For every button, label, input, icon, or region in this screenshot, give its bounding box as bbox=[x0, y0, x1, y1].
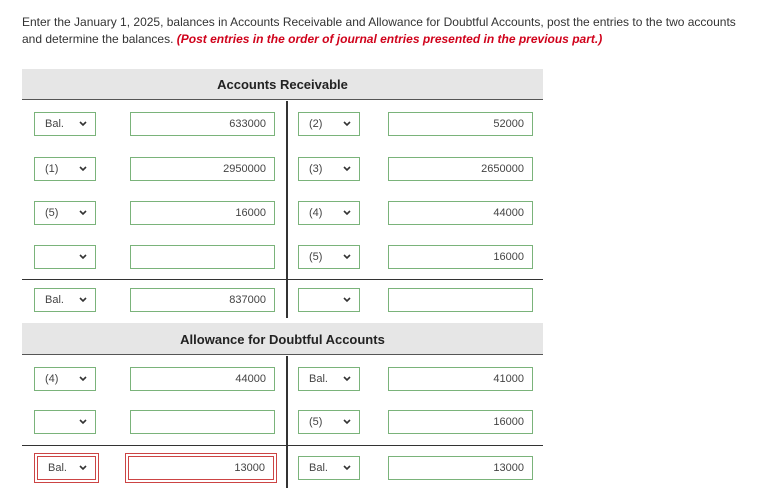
ar-row3-right-label-select[interactable]: (4) bbox=[298, 201, 360, 225]
ar-row2-right-label-select[interactable]: (3) bbox=[298, 157, 360, 181]
chevron-down-icon bbox=[342, 162, 352, 176]
allowance-row1-right-amount-input[interactable]: 41000 bbox=[388, 367, 533, 391]
ar-balance-left-label-select[interactable]: Bal. bbox=[34, 288, 96, 312]
ar-row4-left-amount-input[interactable] bbox=[130, 245, 275, 269]
ar-row3-left-label-select[interactable]: (5) bbox=[34, 201, 96, 225]
ar-row4-left-label-select[interactable] bbox=[34, 245, 96, 269]
chevron-down-icon bbox=[342, 117, 352, 131]
ar-row1-left-label-select[interactable]: Bal. bbox=[34, 112, 96, 136]
chevron-down-icon bbox=[78, 461, 88, 475]
chevron-down-icon bbox=[78, 293, 88, 307]
ar-row3-left-amount-input[interactable]: 16000 bbox=[130, 201, 275, 225]
instructions bbox=[22, 14, 752, 48]
ar-row1-left-amount-input[interactable]: 633000 bbox=[130, 112, 275, 136]
allowance-total-line bbox=[22, 445, 543, 446]
chevron-down-icon bbox=[78, 372, 88, 386]
ar-row2-left-amount-input[interactable]: 2950000 bbox=[130, 157, 275, 181]
allowance-header bbox=[22, 323, 543, 355]
allowance-balance-right-label-select[interactable]: Bal. bbox=[298, 456, 360, 480]
instruction-text: Enter the January 1, 2025, balances in Accounts Receivable and Allowance for Doubtful Accounts, post the entries to the two accounts and determine the balances. bbox=[22, 15, 736, 46]
allowance-row1-left-label-select[interactable]: (4) bbox=[34, 367, 96, 391]
chevron-down-icon bbox=[342, 461, 352, 475]
chevron-down-icon bbox=[342, 372, 352, 386]
chevron-down-icon bbox=[342, 415, 352, 429]
ar-balance-right-amount-input[interactable] bbox=[388, 288, 533, 312]
chevron-down-icon bbox=[78, 250, 88, 264]
ar-balance-left-amount-input[interactable]: 837000 bbox=[130, 288, 275, 312]
ar-title: Accounts Receivable bbox=[217, 77, 348, 92]
ar-row2-right-amount-input[interactable]: 2650000 bbox=[388, 157, 533, 181]
allowance-row2-right-amount-input[interactable]: 16000 bbox=[388, 410, 533, 434]
chevron-down-icon bbox=[78, 162, 88, 176]
allowance-row2-left-label-select[interactable] bbox=[34, 410, 96, 434]
allowance-t-divider bbox=[286, 356, 288, 488]
chevron-down-icon bbox=[342, 293, 352, 307]
allowance-row2-right-label-select[interactable]: (5) bbox=[298, 410, 360, 434]
chevron-down-icon bbox=[342, 250, 352, 264]
chevron-down-icon bbox=[78, 206, 88, 220]
ar-row2-left-label-select[interactable]: (1) bbox=[34, 157, 96, 181]
ar-t-divider bbox=[286, 101, 288, 318]
allowance-balance-right-amount-input[interactable]: 13000 bbox=[388, 456, 533, 480]
ar-row3-right-amount-input[interactable]: 44000 bbox=[388, 201, 533, 225]
chevron-down-icon bbox=[78, 117, 88, 131]
chevron-down-icon bbox=[78, 415, 88, 429]
allowance-title: Allowance for Doubtful Accounts bbox=[180, 332, 385, 347]
allowance-row2-left-amount-input[interactable] bbox=[130, 410, 275, 434]
chevron-down-icon bbox=[342, 206, 352, 220]
instruction-note: (Post entries in the order of journal entries presented in the previous part.) bbox=[176, 32, 603, 46]
ar-total-line bbox=[22, 279, 543, 280]
ar-row4-right-label-select[interactable]: (5) bbox=[298, 245, 360, 269]
ar-row1-right-amount-input[interactable]: 52000 bbox=[388, 112, 533, 136]
ar-header bbox=[22, 69, 543, 100]
ar-row1-right-label-select[interactable]: (2) bbox=[298, 112, 360, 136]
allowance-balance-left-label-select[interactable]: Bal. bbox=[37, 456, 96, 480]
allowance-row1-left-amount-input[interactable]: 44000 bbox=[130, 367, 275, 391]
ar-balance-right-label-select[interactable] bbox=[298, 288, 360, 312]
allowance-row1-right-label-select[interactable]: Bal. bbox=[298, 367, 360, 391]
allowance-balance-left-amount-input[interactable]: 13000 bbox=[128, 456, 274, 480]
ar-row4-right-amount-input[interactable]: 16000 bbox=[388, 245, 533, 269]
